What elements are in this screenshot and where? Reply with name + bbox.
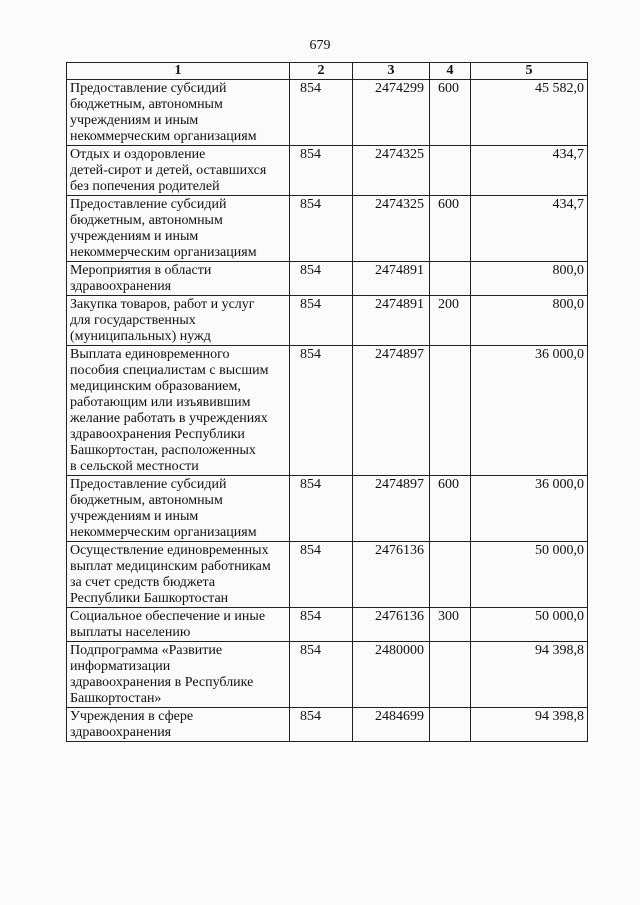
amount-cell: 434,7 [471,146,588,196]
row-name-line: пособия специалистам с высшим [70,363,269,378]
target-article-cell: 2474325 [353,146,430,196]
row-name-line: детей-сирот и детей, оставшихся [70,163,267,178]
amount-cell: 434,7 [471,196,588,262]
target-article-cell: 2484699 [353,708,430,742]
row-name-line: для государственных [70,313,196,328]
row-name-line: без попечения родителей [70,179,220,194]
expense-type-cell [430,708,471,742]
table-row [67,346,588,476]
row-name-line: выплаты населению [70,625,191,640]
row-name-line: информатизации [70,659,171,674]
row-name-cell [67,146,290,196]
agency-code-cell: 854 [290,708,353,742]
agency-code-cell: 854 [290,196,353,262]
row-name-line: Предоставление субсидий [70,197,227,212]
agency-code-cell: 854 [290,542,353,608]
table-row [67,476,588,542]
expense-type-cell [430,346,471,476]
row-name-line: (муниципальных) нужд [70,329,211,344]
table-row [67,146,588,196]
table-row [67,196,588,262]
agency-code-cell: 854 [290,296,353,346]
row-name-line: Отдых и оздоровление [70,147,206,162]
table-row [67,262,588,296]
expense-type-cell [430,642,471,708]
row-name-cell [67,262,290,296]
agency-code-cell: 854 [290,642,353,708]
table-row [67,296,588,346]
expense-type-cell [430,146,471,196]
table-row [67,642,588,708]
row-name-line: некоммерческим организациям [70,129,257,144]
row-name-line: Выплата единовременного [70,347,230,362]
row-name-cell [67,642,290,708]
row-name-line: здравоохранения в Республике [70,675,254,690]
table-row [67,80,588,146]
row-name-line: некоммерческим организациям [70,245,257,260]
amount-cell: 36 000,0 [471,346,588,476]
expense-type-cell: 600 [430,196,471,262]
target-article-cell: 2474897 [353,476,430,542]
row-name-line: желание работать в учреждениях [70,411,268,426]
agency-code-cell: 854 [290,608,353,642]
row-name-cell [67,542,290,608]
column-header-1: 1 [67,63,290,80]
target-article-cell: 2474897 [353,346,430,476]
expense-type-cell: 200 [430,296,471,346]
row-name-line: здравоохранения [70,279,172,294]
column-header-3: 3 [353,63,430,80]
row-name-line: Подпрограмма «Развитие [70,643,223,658]
expense-type-cell [430,262,471,296]
budget-table [66,62,588,742]
row-name-line: выплат медицинским работникам [70,559,271,574]
target-article-cell: 2476136 [353,542,430,608]
amount-cell: 50 000,0 [471,542,588,608]
table-row [67,608,588,642]
amount-cell: 94 398,8 [471,642,588,708]
agency-code-cell: 854 [290,146,353,196]
row-name-line: здравоохранения Республики [70,427,245,442]
row-name-line: Башкортостан, расположенных [70,443,256,458]
row-name-cell [67,608,290,642]
amount-cell: 800,0 [471,262,588,296]
expense-type-cell: 600 [430,80,471,146]
row-name-line: Предоставление субсидий [70,477,227,492]
column-header-4: 4 [430,63,471,80]
table-row [67,542,588,608]
row-name-line: Социальное обеспечение и иные [70,609,266,624]
target-article-cell: 2474325 [353,196,430,262]
target-article-cell: 2474891 [353,296,430,346]
page-number: 679 [309,38,331,53]
amount-cell: 94 398,8 [471,708,588,742]
header-row [67,63,588,80]
row-name-line: учреждениям и иным [70,113,199,128]
target-article-cell: 2474891 [353,262,430,296]
row-name-line: Учреждения в сфере [70,709,194,724]
row-name-line: работающим или изъявившим [70,395,251,410]
row-name-line: медицинским образованием, [70,379,241,394]
table-body [67,80,588,742]
row-name-line: в сельской местности [70,459,199,474]
amount-cell: 45 582,0 [471,80,588,146]
row-name-line: некоммерческим организациям [70,525,257,540]
amount-cell: 50 000,0 [471,608,588,642]
amount-cell: 36 000,0 [471,476,588,542]
table-row [67,708,588,742]
row-name-line: Мероприятия в области [70,263,212,278]
row-name-line: Республики Башкортостан [70,591,229,606]
target-article-cell: 2474299 [353,80,430,146]
row-name-line: Предоставление субсидий [70,81,227,96]
row-name-line: учреждениям и иным [70,229,199,244]
row-name-cell [67,346,290,476]
expense-type-cell [430,542,471,608]
row-name-line: Закупка товаров, работ и услуг [70,297,255,312]
row-name-cell [67,476,290,542]
column-header-2: 2 [290,63,353,80]
row-name-line: Башкортостан» [70,691,162,706]
row-name-cell [67,196,290,262]
row-name-line: за счет средств бюджета [70,575,216,590]
row-name-cell [67,296,290,346]
agency-code-cell: 854 [290,80,353,146]
row-name-line: бюджетным, автономным [70,97,223,112]
target-article-cell: 2480000 [353,642,430,708]
target-article-cell: 2476136 [353,608,430,642]
row-name-line: здравоохранения [70,725,172,740]
row-name-line: учреждениям и иным [70,509,199,524]
amount-cell: 800,0 [471,296,588,346]
column-header-5: 5 [471,63,588,80]
row-name-line: бюджетным, автономным [70,213,223,228]
row-name-line: Осуществление единовременных [70,543,269,558]
agency-code-cell: 854 [290,476,353,542]
expense-type-cell: 600 [430,476,471,542]
row-name-cell [67,708,290,742]
expense-type-cell: 300 [430,608,471,642]
agency-code-cell: 854 [290,262,353,296]
agency-code-cell: 854 [290,346,353,476]
row-name-cell [67,80,290,146]
row-name-line: бюджетным, автономным [70,493,223,508]
